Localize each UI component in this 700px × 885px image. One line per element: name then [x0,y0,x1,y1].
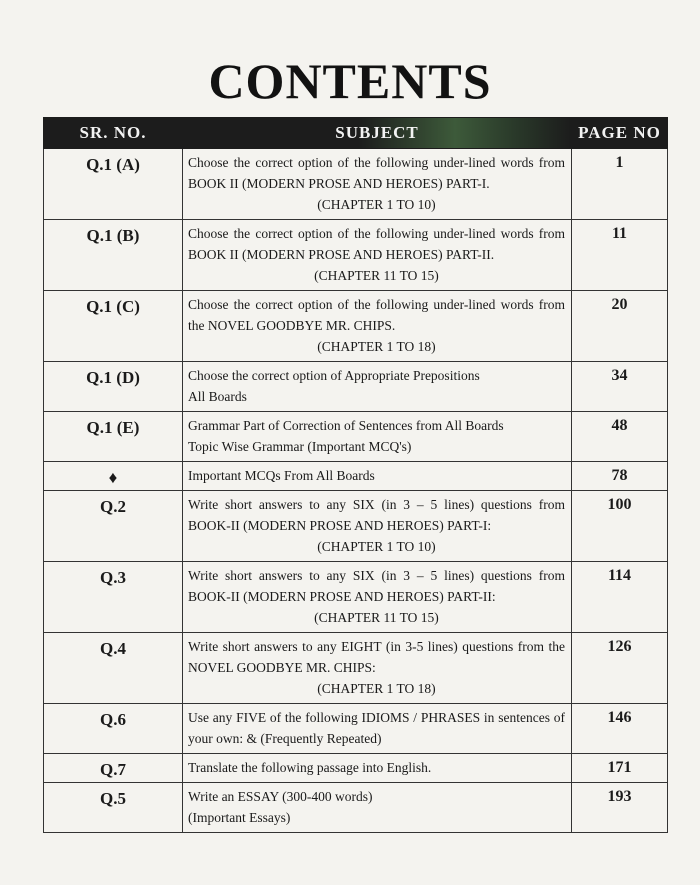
page-number: 146 [572,704,668,754]
subject-cell [183,220,572,291]
question-number: Q.2 [44,491,183,562]
chapter-range: (CHAPTER 1 TO 10) [317,539,436,554]
subject-text: Choose the correct option of the following under-lined words from the NOVEL GOODBYE MR. CHIPS. [188,297,565,333]
table-row [44,362,668,412]
chapter-range: (CHAPTER 1 TO 18) [317,339,436,354]
question-number: Q.1 (D) [44,362,183,412]
page-number: 78 [572,462,668,491]
table-row [44,633,668,704]
table-body [44,149,668,833]
table-row [44,754,668,783]
subject-cell [183,633,572,704]
question-number: Q.6 [44,704,183,754]
chapter-range: (CHAPTER 1 TO 10) [317,197,436,212]
subject-cell [183,491,572,562]
subject-cell [183,704,572,754]
subject-text: Important MCQs From All Boards [188,468,375,483]
page-number: 20 [572,291,668,362]
page-title: CONTENTS [208,53,492,109]
question-number: Q.7 [44,754,183,783]
subject-cell [183,562,572,633]
chapter-range: (CHAPTER 11 TO 15) [314,610,439,625]
question-number: Q.1 (B) [44,220,183,291]
question-number: Q.1 (C) [44,291,183,362]
question-number: Q.4 [44,633,183,704]
subject-text: Write short answers to any SIX (in 3 – 5 lines) questions from BOOK-II (MODERN PROSE AND HEROES) PART-I: [188,497,565,533]
header-subject: SUBJECT [183,118,572,149]
page-number: 1 [572,149,668,220]
table-row [44,149,668,220]
subject-text: Choose the correct option of the following under-lined words from BOOK II (MODERN PROSE AND HEROES) PART-II. [188,226,565,262]
subject-text: Write short answers to any EIGHT (in 3-5 lines) questions from the NOVEL GOODBYE MR. CHIPS: [188,639,565,675]
subject-cell [183,149,572,220]
page-number: 114 [572,562,668,633]
question-number: Q.1 (A) [44,149,183,220]
table-row [44,562,668,633]
page-number: 48 [572,412,668,462]
table-row [44,412,668,462]
chapter-range: (CHAPTER 1 TO 18) [317,681,436,696]
subject-cell [183,754,572,783]
table-row [44,491,668,562]
subject-text: Choose the correct option of the following under-lined words from BOOK II (MODERN PROSE AND HEROES) PART-I. [188,155,565,191]
subject-text: Topic Wise Grammar (Important MCQ's) [188,439,412,454]
table-row [44,462,668,491]
subject-text: Choose the correct option of Appropriate Prepositions [188,368,480,383]
page-number: 126 [572,633,668,704]
header-page-no: PAGE NO [572,118,668,149]
table-row [44,291,668,362]
chapter-range: (CHAPTER 11 TO 15) [314,268,439,283]
question-number: Q.5 [44,783,183,833]
subject-cell [183,783,572,833]
table-row [44,783,668,833]
contents-table [43,117,668,833]
table-row [44,704,668,754]
subject-cell [183,291,572,362]
page-number: 11 [572,220,668,291]
page-number: 34 [572,362,668,412]
question-number: ♦ [44,462,183,491]
question-number: Q.3 [44,562,183,633]
page-number: 193 [572,783,668,833]
subject-cell [183,362,572,412]
subject-cell [183,412,572,462]
subject-text: Use any FIVE of the following IDIOMS / PHRASES in sentences of your own: & (Frequently Repeated) [188,710,565,746]
table-header-row [44,118,668,149]
subject-text: All Boards [188,389,247,404]
subject-text: Grammar Part of Correction of Sentences from All Boards [188,418,504,433]
subject-text: Translate the following passage into English. [188,760,432,775]
header-sr-no: SR. NO. [44,118,183,149]
subject-text: Write an ESSAY (300-400 words) [188,789,373,804]
table-row [44,220,668,291]
subject-cell [183,462,572,491]
page-number: 171 [572,754,668,783]
subject-text: (Important Essays) [188,810,291,825]
page-number: 100 [572,491,668,562]
question-number: Q.1 (E) [44,412,183,462]
subject-text: Write short answers to any SIX (in 3 – 5 lines) questions from BOOK-II (MODERN PROSE AND HEROES) PART-II: [188,568,565,604]
